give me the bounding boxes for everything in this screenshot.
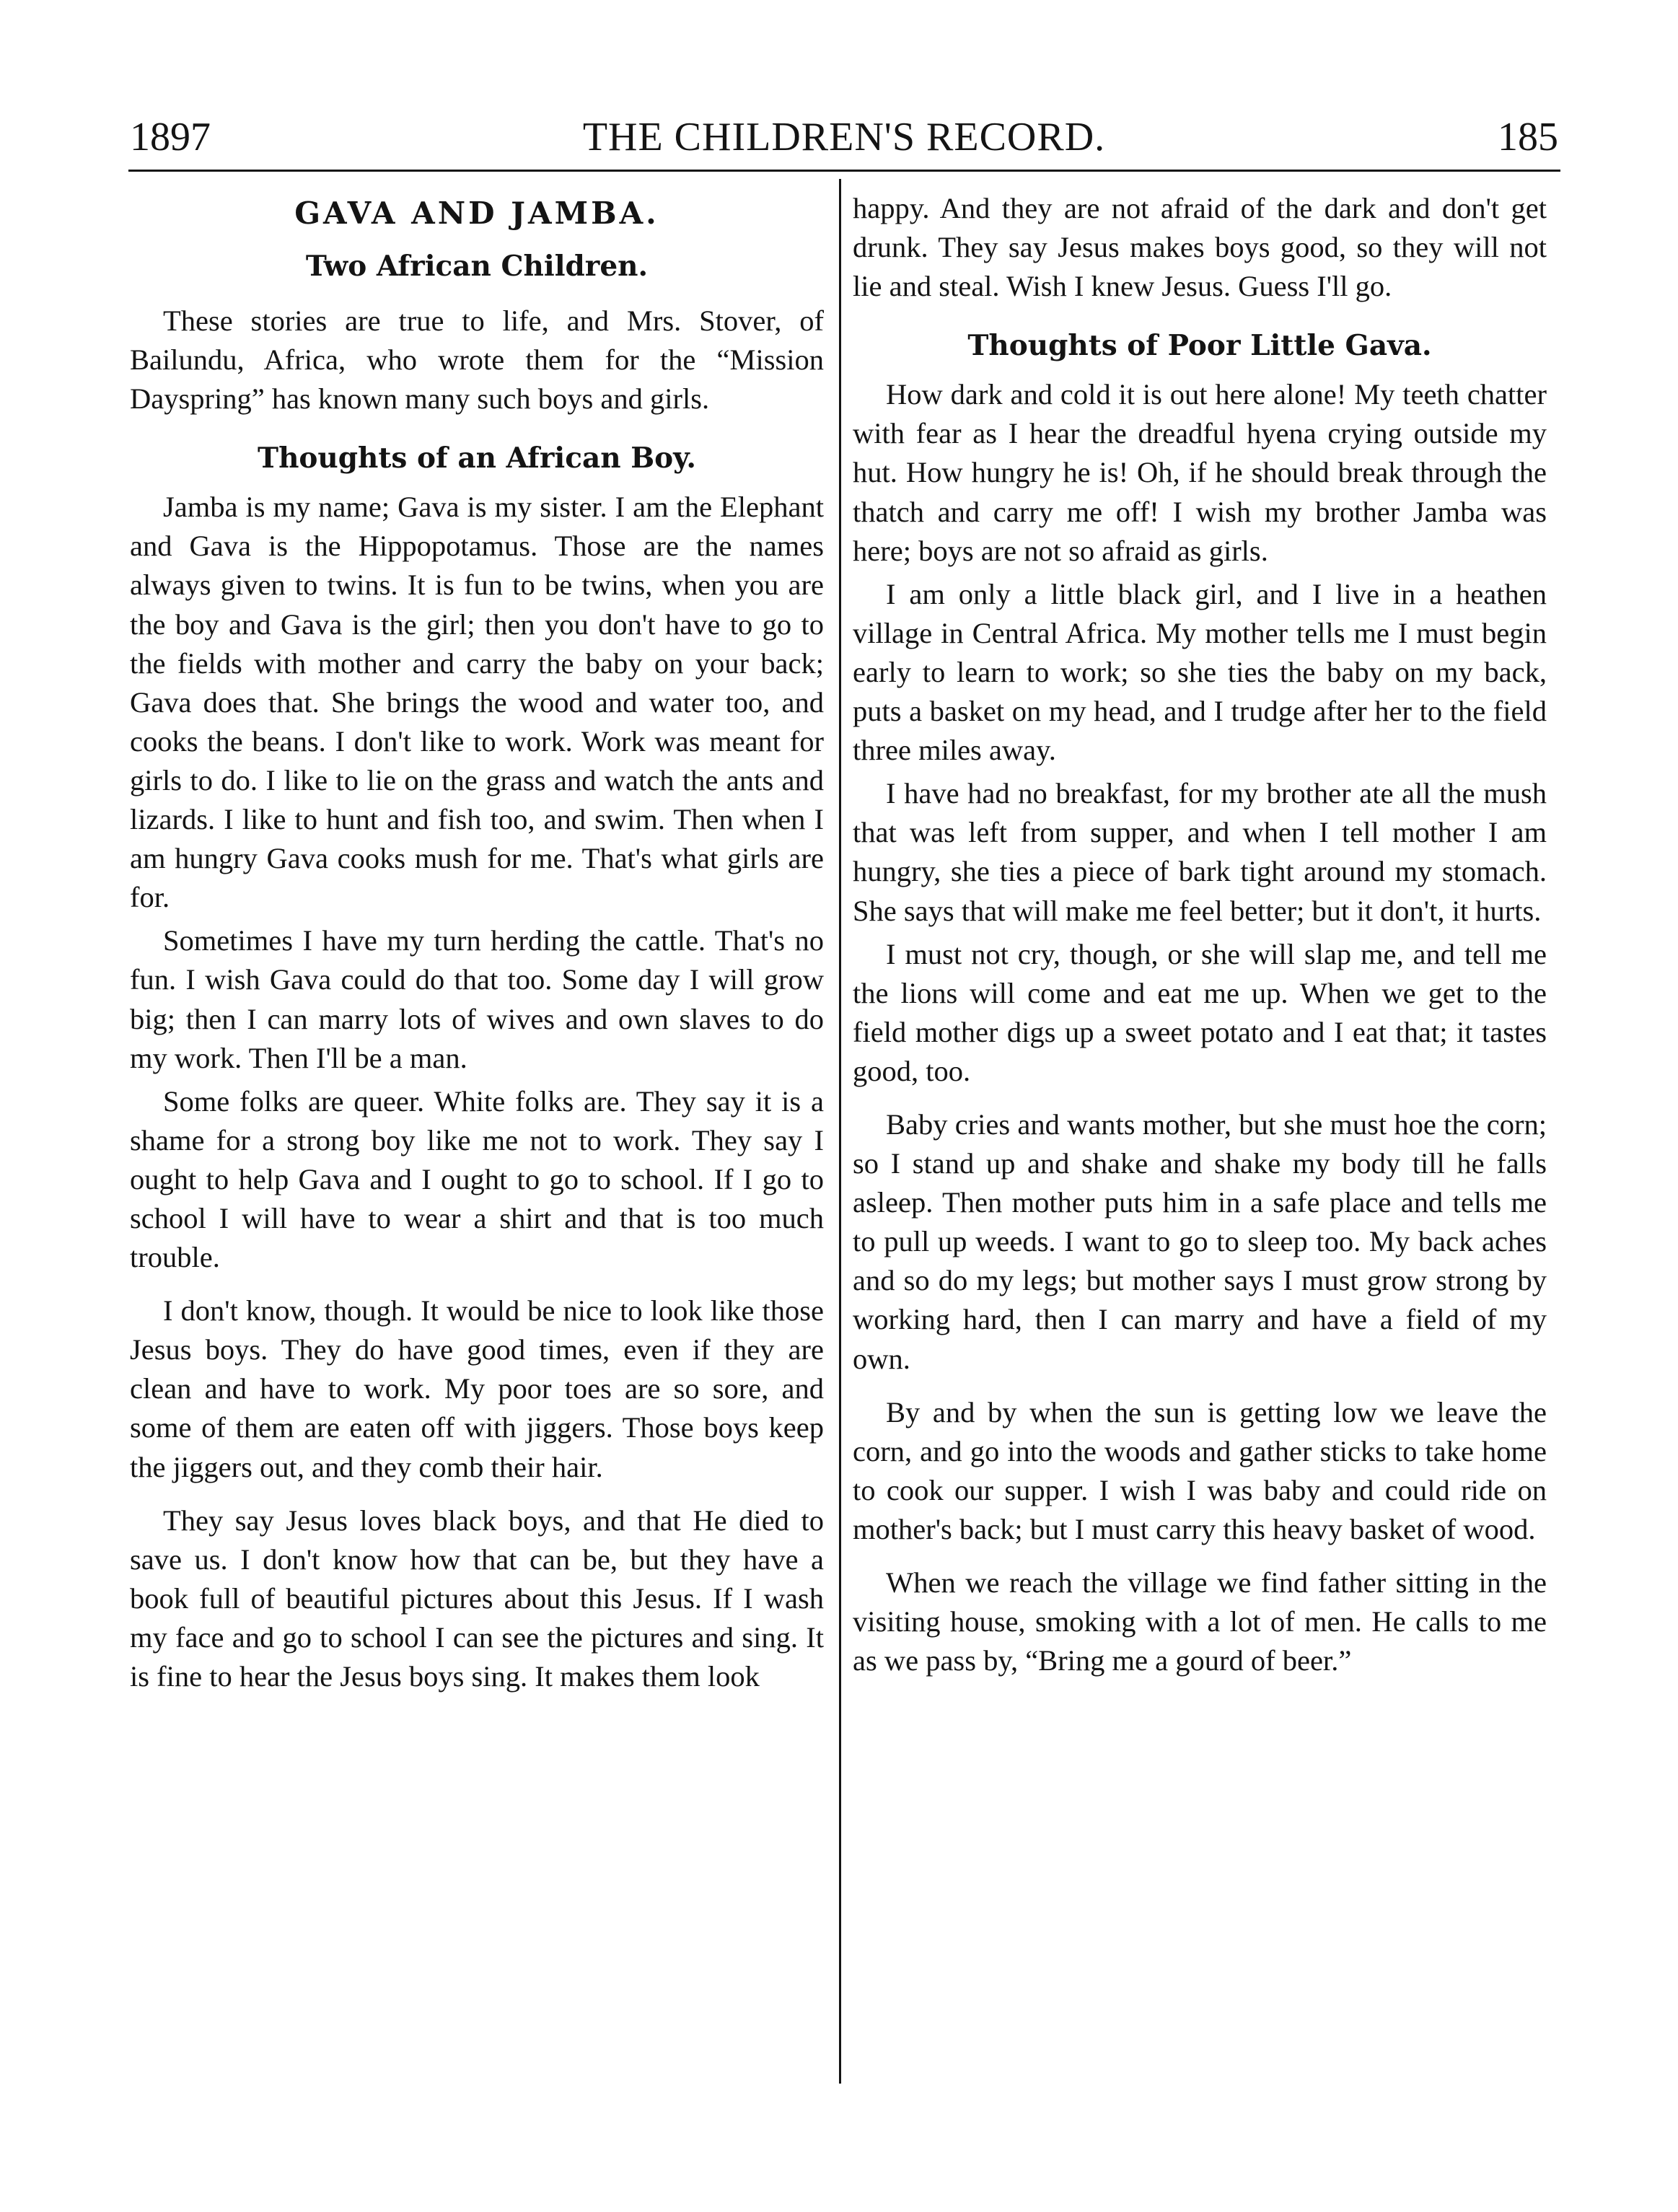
intro-paragraph: These stories are true to life, and Mrs. Stover, of Bailundu, Africa, who wrote them for the “Mission Dayspring” has known many such boys and girls. bbox=[130, 304, 824, 416]
gava-paragraph-5: Baby cries and wants mother, but she must hoe the corn; so I stand up and shake and shake my body till he falls asleep. Then mother puts him in a safe place and tells me to pull up weeds. I want to go to sleep too. My back aches and so do my legs; but mother says I must grow strong by working hard, then I can marry and have a field of my own. bbox=[853, 1107, 1547, 1375]
section-heading-boy: Thoughts of an African Boy. bbox=[258, 442, 696, 475]
column-divider bbox=[839, 179, 841, 2084]
header-rule bbox=[128, 170, 1560, 172]
gava-paragraph-7: When we reach the village we find father sitting in the visiting house, smoking with a lot of men. He calls to me as we pass by, “Bring me a gourd of beer.” bbox=[853, 1566, 1547, 1677]
article-subtitle: Two African Children. bbox=[305, 250, 649, 283]
boy-paragraph-5: They say Jesus loves black boys, and that He died to save us. I don't know how that can be, but they have a book full of beautiful pictures about this Jesus. If I wash my face and go to school I can see the pictures and sing. It is fine to hear the Jesus boys sing. It makes them look bbox=[130, 1504, 824, 1693]
right-column bbox=[853, 189, 1547, 1680]
header-page-number: 185 bbox=[1498, 115, 1558, 159]
header-title: THE CHILDREN'S RECORD. bbox=[582, 115, 1106, 159]
boy-paragraph-1: Jamba is my name; Gava is my sister. I am the Elephant and Gava is the Hippopotamus. Those are the names always given to twins. It is fun to be twins, when you are the boy and Gava is the girl; then you don't have to go to the fields with mother and carry the baby on your back; Gava does that. She brings the wood and water too, and cooks the beans. I don't like to work. Work was meant for girls to do. I like to lie on the grass and watch the ants and lizards. I like to hunt and fish too, and swim. Then when I am hungry Gava cooks mush for me. That's what girls are for. bbox=[130, 491, 824, 914]
gava-paragraph-4: I must not cry, though, or she will slap me, and tell me the lions will come and eat me up. When we get to the field mother digs up a sweet potato and I eat that; it tastes good, too. bbox=[853, 937, 1547, 1087]
section-heading-gava: Thoughts of Poor Little Gava. bbox=[967, 329, 1432, 363]
gava-paragraph-6: By and by when the sun is getting low we leave the corn, and go into the woods and gather sticks to take home to cook our supper. I wish I was baby and could ride on mother's back; but I must carry this heavy basket of wood. bbox=[853, 1395, 1547, 1545]
boy-paragraph-5-continued: happy. And they are not afraid of the dark and don't get drunk. They say Jesus makes boys good, so they will not lie and steal. Wish I knew Jesus. Guess I'll go. bbox=[853, 192, 1547, 303]
gava-paragraph-3: I have had no breakfast, for my brother ate all the mush that was left from supper, and when I tell mother I am hungry, she ties a piece of bark tight around my stomach. She says that will make me feel better; but it don't, it hurts. bbox=[853, 777, 1547, 927]
gava-paragraph-2: I am only a little black girl, and I live in a heathen village in Central Africa. My mother tells me I must begin early to learn to work; so she ties the baby on my back, puts a basket on my head, and I trudge after her to the field three miles away. bbox=[853, 577, 1547, 767]
boy-paragraph-3: Some folks are queer. White folks are. They say it is a shame for a strong boy like me not to work. They say I ought to help Gava and I ought to go to school. If I go to school I will have to wear a shirt and that is too much trouble. bbox=[130, 1084, 824, 1274]
left-column bbox=[130, 189, 824, 1696]
gava-paragraph-1: How dark and cold it is out here alone! My teeth chatter with fear as I hear the dreadful hyena crying outside my hut. How hungry he is! Oh, if he should break through the thatch and carry me off! I wish my brother Jamba was here; boys are not so afraid as girls. bbox=[853, 378, 1547, 567]
article-title: GAVA AND JAMBA. bbox=[294, 196, 659, 231]
boy-paragraph-2: Sometimes I have my turn herding the cattle. That's no fun. I wish Gava could do that too. Some day I will grow big; then I can marry lots of wives and own slaves to do my work. Then I'll be a man. bbox=[130, 924, 824, 1074]
page-header bbox=[130, 108, 1558, 166]
header-year: 1897 bbox=[130, 115, 211, 159]
boy-paragraph-4: I don't know, though. It would be nice to look like those Jesus boys. They do have good times, even if they are clean and have to work. My poor toes are so sore, and some of them are eaten off with jiggers. Those boys keep the jiggers out, and they comb their hair. bbox=[130, 1294, 824, 1483]
